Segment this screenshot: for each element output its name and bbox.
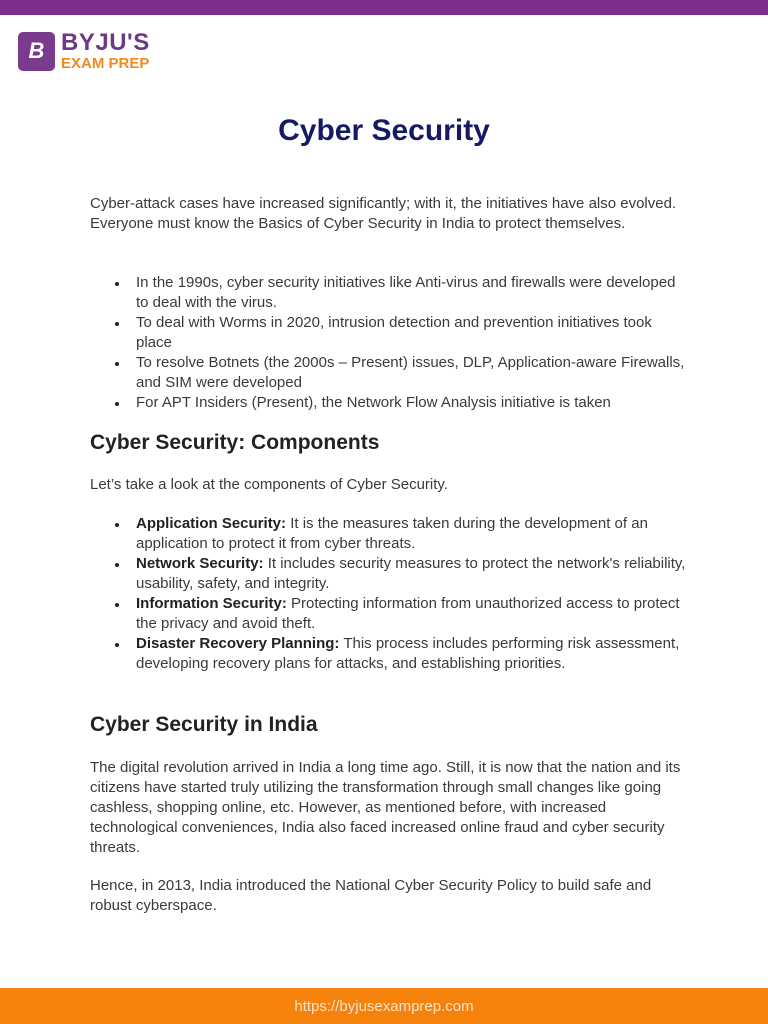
footer-url-link[interactable]: https://byjusexamprep.com: [294, 997, 474, 1015]
byjus-logo: [18, 31, 150, 71]
term: Information Security:: [136, 595, 287, 612]
description: Protecting information from unauthorized access to protect the privacy and avoid theft.: [136, 595, 680, 632]
description: It is the measures taken during the development of an application to protect it from cyber threats.: [136, 515, 648, 552]
india-heading: Cyber Security in India: [90, 713, 318, 736]
components-intro: Let’s take a look at the components of Cyber Security.: [90, 476, 448, 493]
india-paragraph-1: The digital revolution arrived in India a long time ago. Still, it is now that the nation and its citizens have started truly utilizing the transformation through small changes like going cashless, shopping online, etc. However, as mentioned before, with increased technological conveniences, India also faced increased online fraud and cyber security threats.: [90, 759, 681, 856]
list-item: [136, 514, 690, 554]
page-title: Cyber Security: [278, 114, 490, 147]
footer-bar: [0, 988, 768, 1024]
logo-mark-icon: B: [18, 32, 55, 71]
description: It includes security measures to protect the network's reliability, usability, safety, and integrity.: [136, 555, 686, 592]
list-item: For APT Insiders (Present), the Network Flow Analysis initiative is taken: [136, 393, 690, 413]
term: Network Security:: [136, 555, 264, 572]
list-item: [136, 634, 690, 674]
list-item: In the 1990s, cyber security initiatives like Anti-virus and firewalls were developed to deal with the virus.: [136, 273, 690, 313]
india-paragraph-2: Hence, in 2013, India introduced the National Cyber Security Policy to build safe and robust cyberspace.: [90, 877, 652, 914]
description: This process includes performing risk assessment, developing recovery plans for attacks, and establishing priorities.: [136, 635, 680, 672]
logo-line1: BYJU'S: [61, 29, 150, 56]
top-bar: [0, 0, 768, 15]
term: Application Security:: [136, 515, 287, 532]
intro-paragraph: Cyber-attack cases have increased significantly; with it, the initiatives have also evolved. Everyone must know the Basics of Cyber Security in India to protect themselves.: [90, 195, 677, 232]
list-item: To resolve Botnets (the 2000s – Present) issues, DLP, Application-aware Firewalls, and SIM were developed: [136, 353, 690, 393]
logo-line2: EXAM PREP: [61, 55, 150, 72]
term: Disaster Recovery Planning:: [136, 635, 340, 652]
list-item: [136, 554, 690, 594]
list-item: To deal with Worms in 2020, intrusion detection and prevention initiatives took place: [136, 313, 690, 353]
list-item: [136, 594, 690, 634]
history-list: [90, 273, 690, 413]
components-heading: Cyber Security: Components: [90, 431, 380, 454]
components-list: [90, 514, 690, 674]
